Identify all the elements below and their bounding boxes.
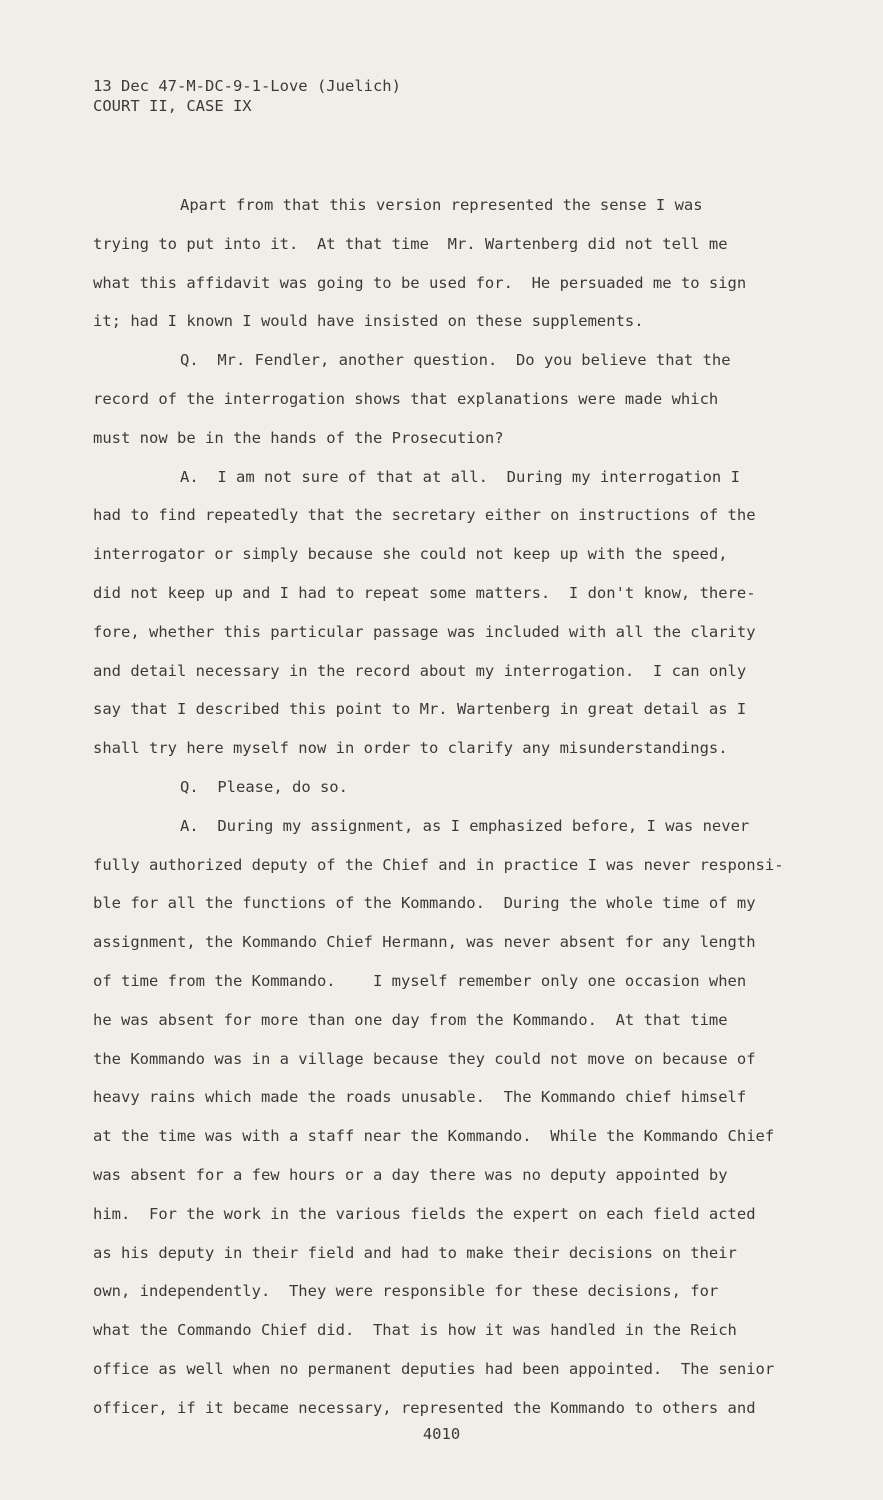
text-line: he was absent for more than one day from the Kommando. At that time <box>93 1010 728 1029</box>
text-line: Q. Mr. Fendler, another question. Do you believe that the <box>180 351 731 370</box>
text-line: what this affidavit was going to be used for. He persuaded me to sign <box>93 273 747 292</box>
text-line: must now be in the hands of the Prosecution? <box>93 428 504 447</box>
text-line: the Kommando was in a village because they could not move on because of <box>93 1049 756 1068</box>
text-line: what the Commando Chief did. That is how it was handled in the Reich <box>93 1321 737 1340</box>
document-header <box>93 76 401 116</box>
page-number: 4010 <box>422 1425 461 1443</box>
text-line: had to find repeatedly that the secretary either on instructions of the <box>93 506 756 525</box>
text-line: it; had I known I would have insisted on these supplements. <box>93 312 644 331</box>
text-line: own, independently. They were responsible for these decisions, for <box>93 1282 719 1301</box>
text-line: A. During my assignment, as I emphasized before, I was never <box>180 816 750 835</box>
case-reference: 13 Dec 47-M-DC-9-1-Love (Juelich) <box>93 77 401 95</box>
text-line: and detail necessary in the record about my interrogation. I can only <box>93 661 747 680</box>
text-line: him. For the work in the various fields the expert on each field acted <box>93 1204 756 1223</box>
text-line: ble for all the functions of the Kommando. During the whole time of my <box>93 894 756 913</box>
text-line: did not keep up and I had to repeat some matters. I don't know, there- <box>93 583 756 602</box>
text-line: trying to put into it. At that time Mr. Wartenberg did not tell me <box>93 234 728 253</box>
text-line: office as well when no permanent deputies had been appointed. The senior <box>93 1359 775 1378</box>
text-line: was absent for a few hours or a day there was no deputy appointed by <box>93 1165 728 1184</box>
court-case-label: COURT II, CASE IX <box>93 97 252 115</box>
text-line: Q. Please, do so. <box>180 777 348 796</box>
text-line: of time from the Kommando. I myself remember only one occasion when <box>93 971 747 990</box>
text-line: record of the interrogation shows that explanations were made which <box>93 389 719 408</box>
text-line: fully authorized deputy of the Chief and in practice I was never responsi- <box>93 855 784 874</box>
text-line: say that I described this point to Mr. Wartenberg in great detail as I <box>93 700 747 719</box>
text-line: assignment, the Kommando Chief Hermann, was never absent for any length <box>93 933 756 952</box>
text-line: interrogator or simply because she could not keep up with the speed, <box>93 545 728 564</box>
text-line: A. I am not sure of that at all. During my interrogation I <box>180 467 740 486</box>
text-line: as his deputy in their field and had to make their decisions on their <box>93 1243 737 1262</box>
text-line: shall try here myself now in order to clarify any misunderstandings. <box>93 739 728 758</box>
text-line: officer, if it became necessary, represented the Kommando to others and <box>93 1398 756 1417</box>
text-line: fore, whether this particular passage was included with all the clarity <box>93 622 756 641</box>
transcript-body <box>93 186 793 1428</box>
text-line: at the time was with a staff near the Kommando. While the Kommando Chief <box>93 1127 775 1146</box>
text-line: Apart from that this version represented the sense I was <box>180 196 703 214</box>
text-line: heavy rains which made the roads unusable. The Kommando chief himself <box>93 1088 747 1107</box>
